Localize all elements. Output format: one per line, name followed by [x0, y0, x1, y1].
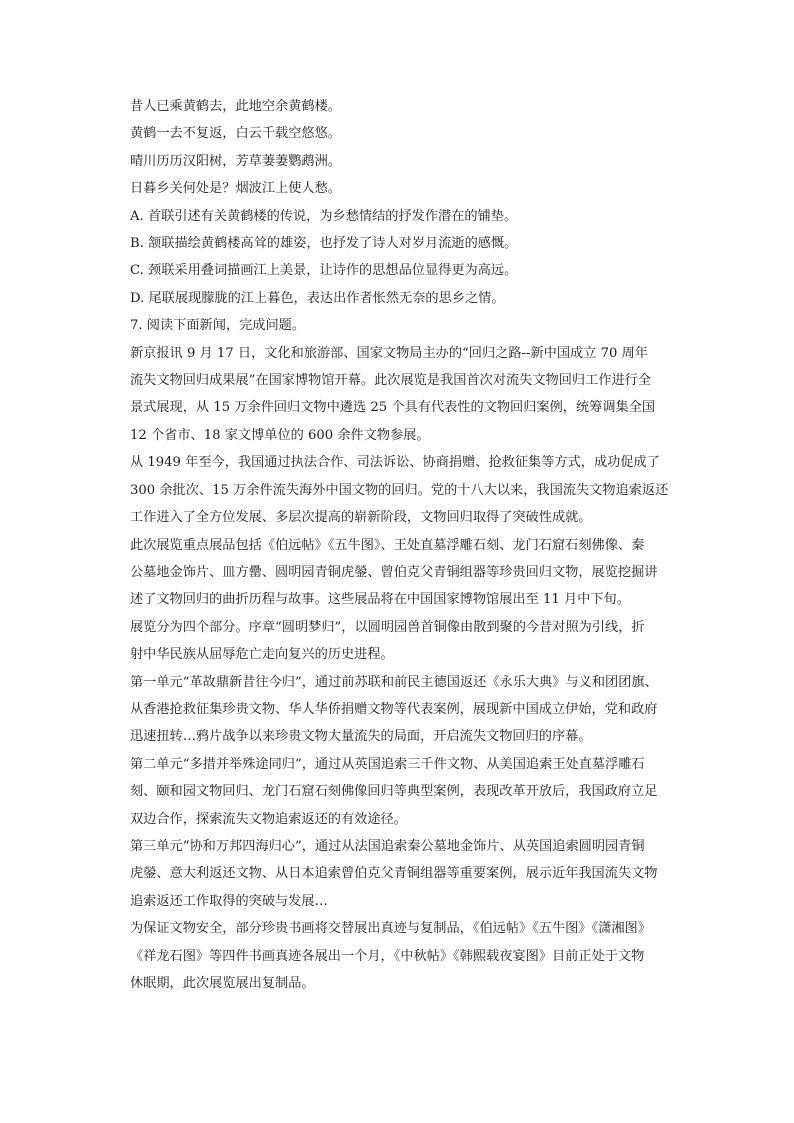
news-line: 虎鎣、意大利返还文物、从日本追索曾伯克父青铜组器等重要案例，展示近年我国流失文物	[130, 866, 658, 882]
poem-line: 晴川历历汉阳树，芳草萋萋鹦鹉洲。	[130, 153, 341, 169]
news-line: 迅速扭转…鸦片战争以来珍贵文物大量流失的局面，开启流失文物回归的序幕。	[130, 729, 592, 745]
news-line: 第三单元“协和万邦四海归心”，通过从法国追索秦公墓地金饰片、从英国追索圆明园青铜	[130, 838, 645, 854]
poem	[130, 93, 690, 203]
news-line: 新京报讯 9 月 17 日，文化和旅游部、国家文物局主办的“回归之路--新中国成立 70 周年	[130, 345, 648, 361]
document-body	[130, 93, 690, 997]
news-line: 从香港抢救征集珍贵文物、华人华侨捐赠文物等代表案例，展现新中国成立伊始，党和政府	[130, 701, 658, 717]
news-line: 300 余批次、15 万余件流失海外中国文物的回归。党的十八大以来，我国流失文物追索返还	[130, 482, 669, 498]
poem-line: 黄鹤一去不复返，白云千载空悠悠。	[130, 126, 341, 142]
answer-option: A. 首联引述有关黄鹤楼的传说，为乡愁情结的抒发作潜在的铺垫。	[130, 208, 518, 224]
news-line: 景式展现，从 15 万余件回归文物中遴选 25 个具有代表性的文物回归案例，统筹调集全国	[130, 400, 656, 416]
news-line: 追索返还工作取得的突破与发展…	[130, 893, 328, 909]
answer-option: D. 尾联展现朦胧的江上暮色，表达出作者怅然无奈的思乡之情。	[130, 290, 505, 306]
answer-option: B. 颔联描绘黄鹤楼高耸的雄姿，也抒发了诗人对岁月流逝的感慨。	[130, 236, 518, 252]
news-line: 休眠期，此次展览展出复制品。	[130, 976, 315, 991]
news-line: 展览分为四个部分。序章“圆明梦归”，以圆明园兽首铜像由散到聚的今昔对照为引线，折	[130, 619, 645, 635]
news-line: 此次展览重点展品包括《伯远帖》《五牛图》、王处直墓浮雕石刻、龙门石窟石刻佛像、秦	[130, 537, 645, 553]
news-line: 述了文物回归的曲折历程与故事。这些展品将在中国国家博物馆展出至 11 月中下旬。	[130, 592, 630, 608]
news-line: 刻、颐和园文物回归、龙门石窟石刻佛像回归等典型案例，表现改革开放后，我国政府立足	[130, 784, 658, 800]
news-line: 为保证文物安全，部分珍贵书画将交替展出真迹与复制品，《伯远帖》《五牛图》《潇湘图》	[130, 921, 651, 937]
news-line: 射中华民族从屈辱危亡走向复兴的历史进程。	[130, 647, 394, 663]
news-line: 流失文物回归成果展”在国家博物馆开幕。此次展览是我国首次对流失文物回归工作进行全	[130, 373, 652, 389]
news-line: 第二单元“多措并举殊途同归”，通过从英国追索三千件文物、从美国追索王处直墓浮雕石	[130, 756, 645, 772]
news-line: 公墓地金饰片、皿方罍、圆明园青铜虎鎣、曾伯克父青铜组器等珍贵回归文物，展览挖掘讲	[130, 564, 658, 580]
news-line: 第一单元“革故鼎新昔往今归”，通过前苏联和前民主德国返还《永乐大典》与义和团团旗、	[130, 674, 658, 690]
answer-options	[130, 203, 690, 313]
question-7-heading: 7. 阅读下面新闻，完成问题。	[130, 318, 306, 334]
answer-option: C. 颈联采用叠词描画江上美景，让诗作的思想品位显得更为高远。	[130, 263, 518, 279]
news-line: 双边合作，探索流失文物追索返还的有效途径。	[130, 811, 407, 827]
news-line: 12 个省市、18 家文博单位的 600 余件文物参展。	[130, 427, 430, 443]
news-line: 从 1949 年至今，我国通过执法合作、司法诉讼、协商捐赠、抢救征集等方式，成功促成了	[130, 455, 660, 471]
poem-line: 日暮乡关何处是？烟波江上使人愁。	[130, 181, 341, 197]
news-line: 《祥龙石图》等四件书画真迹各展出一个月，《中秋帖》《韩熙载夜宴图》目前正处于文物	[130, 948, 645, 964]
poem-line: 昔人已乘黄鹤去，此地空余黄鹤楼。	[130, 99, 341, 114]
news-line: 工作进入了全方位发展、多层次提高的崭新阶段，文物回归取得了突破性成就。	[130, 510, 592, 526]
news-article	[130, 340, 690, 998]
